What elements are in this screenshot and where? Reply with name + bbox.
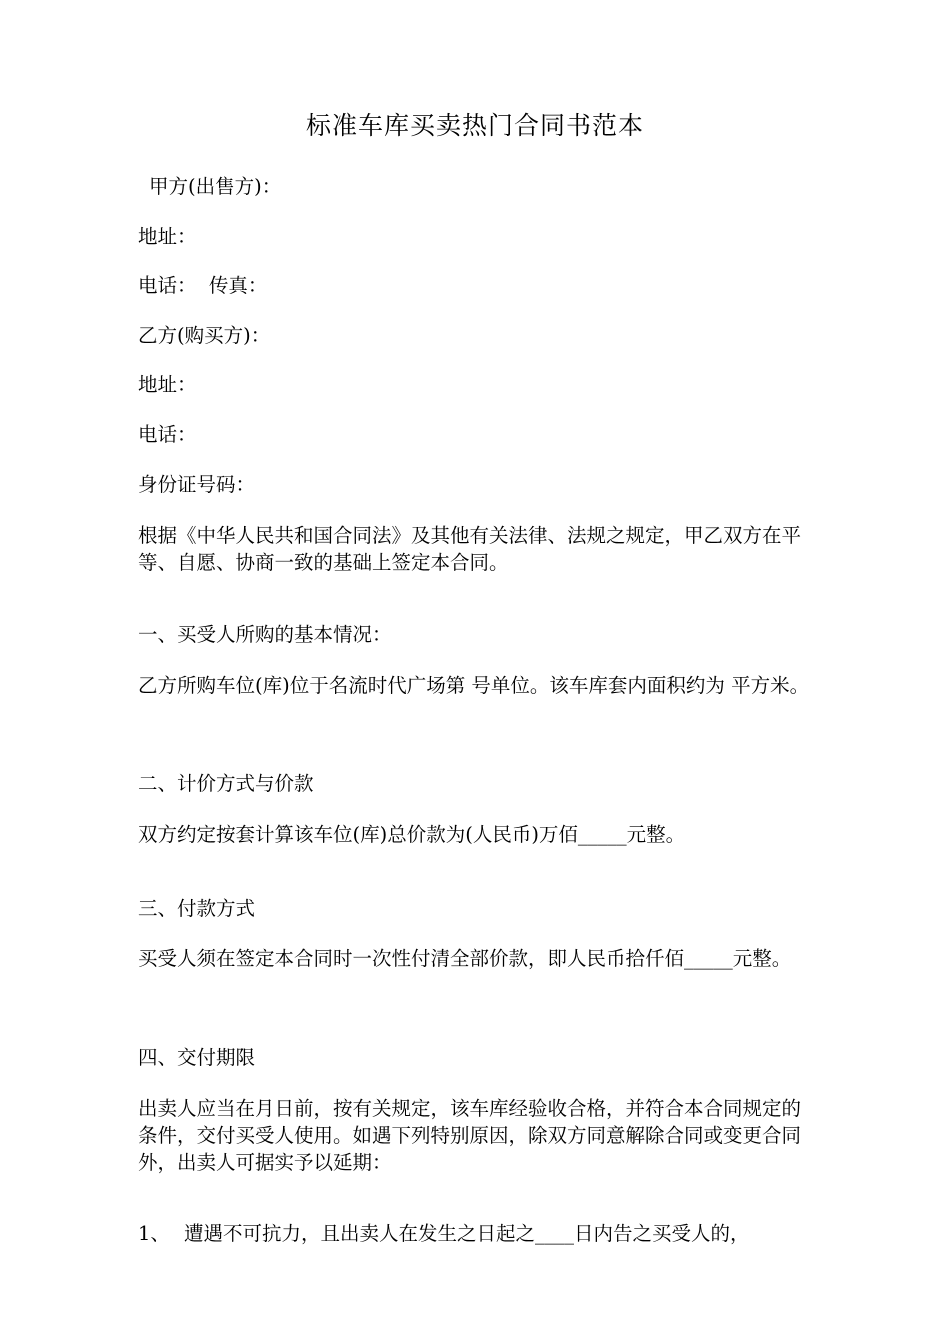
party-b-id-number: 身份证号码： (138, 473, 256, 496)
list-item-number: 1、 (138, 1222, 170, 1245)
section-1-heading: 一、买受人所购的基本情况： (138, 623, 392, 646)
list-item-text: 遭遇不可抗力，且出卖人在发生之日起之____日内告之买受人的， (184, 1222, 750, 1245)
party-a-phone-fax: 电话： 传真： (138, 274, 268, 297)
list-item (138, 1221, 838, 1247)
document-title: 标准车库买卖热门合同书范本 (305, 111, 644, 140)
section-3-heading: 三、付款方式 (138, 897, 256, 920)
party-b-phone: 电话： (138, 423, 197, 446)
section-4-body: 出卖人应当在月日前，按有关规定，该车库经验收合格，并符合本合同规定的条件，交付买受人使用。如遇下列特别原因，除双方同意解除合同或变更合同外，出卖人可据实予以延期： (138, 1097, 802, 1174)
preamble-paragraph: 根据《中华人民共和国合同法》及其他有关法律、法规之规定，甲乙双方在平等、自愿、协商一致的基础上签定本合同。 (138, 524, 802, 574)
party-a-label: 甲方(出售方)： (149, 175, 282, 198)
section-2-body: 双方约定按套计算该车位(库)总价款为(人民币)万佰_____元整。 (138, 823, 686, 846)
section-4-heading: 四、交付期限 (138, 1046, 256, 1069)
section-1-body: 乙方所购车位(库)位于名流时代广场第 号单位。该车库套内面积约为 平方米。 (138, 674, 810, 697)
party-a-address: 地址： (138, 225, 197, 248)
section-2-heading: 二、计价方式与价款 (138, 772, 314, 795)
party-b-address: 地址： (138, 373, 197, 396)
party-b-label: 乙方(购买方)： (138, 324, 271, 347)
section-3-body: 买受人须在签定本合同时一次性付清全部价款，即人民币拾仟佰_____元整。 (138, 947, 792, 970)
